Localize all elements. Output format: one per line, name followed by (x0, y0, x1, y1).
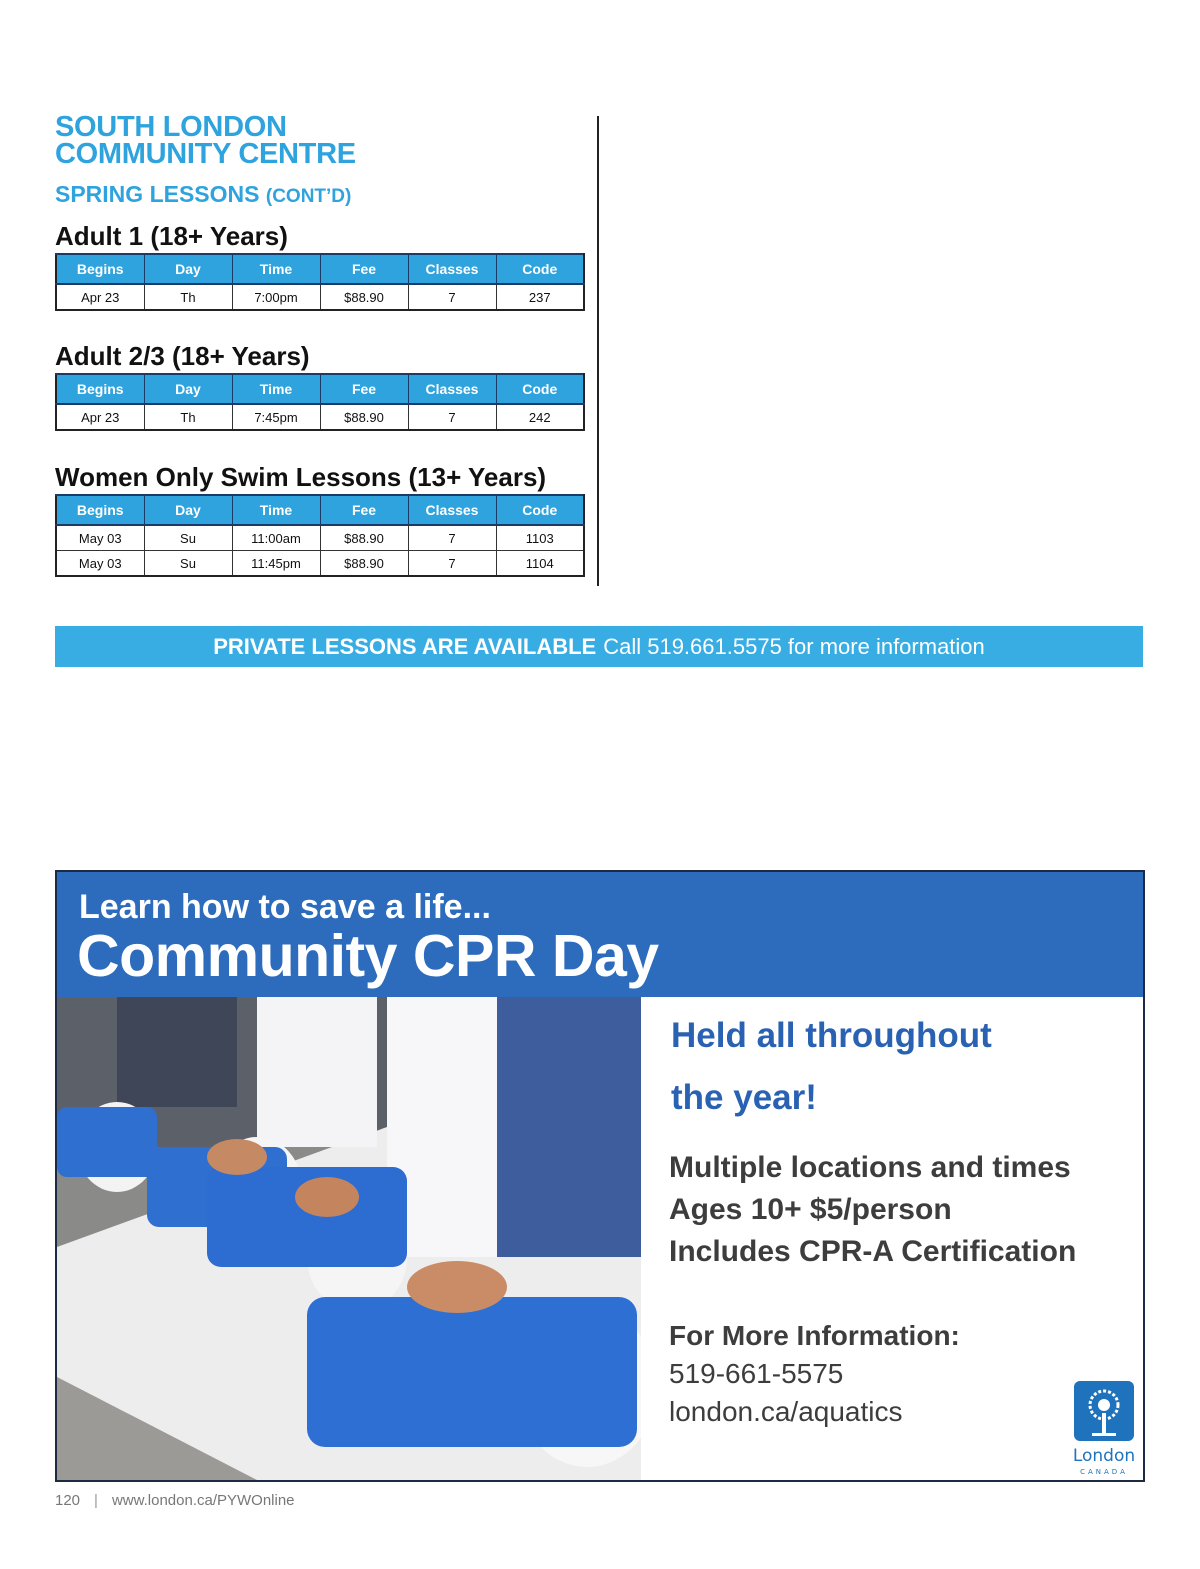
lesson-title: Adult 1 (18+ Years) (55, 221, 288, 251)
lesson-section-adult-1 (55, 221, 585, 311)
ad-info-panel (641, 997, 1143, 1480)
col-header-begins: Begins (56, 495, 144, 525)
banner-text: Call 519.661.5575 for more information (603, 633, 985, 659)
lesson-section-women-only (55, 462, 585, 577)
col-header-code: Code (496, 254, 584, 284)
footer-separator: | (94, 1492, 98, 1509)
detail-certification: Includes CPR-A Certification (669, 1235, 1077, 1268)
schedule-column (55, 111, 585, 577)
subtitle-main: SPRING LESSONS (55, 181, 260, 207)
col-header-fee: Fee (320, 254, 408, 284)
cell-classes: 7 (408, 404, 496, 430)
cell-classes: 7 (408, 284, 496, 310)
schedule-table (55, 253, 585, 311)
cell-code: 242 (496, 404, 584, 430)
cell-begins: Apr 23 (56, 404, 144, 430)
held-throughout-text (671, 1005, 992, 1129)
contact-phone: 519-661-5575 (669, 1358, 844, 1389)
cell-day: Th (144, 404, 232, 430)
col-header-time: Time (232, 254, 320, 284)
col-header-day: Day (144, 495, 232, 525)
page-number: 120 (55, 1492, 81, 1509)
detail-ages-price: Ages 10+ $5/person (669, 1193, 952, 1226)
cell-code: 1104 (496, 551, 584, 577)
held-line-2: the year! (671, 1078, 817, 1117)
banner-bold-text: PRIVATE LESSONS ARE AVAILABLE (213, 633, 597, 659)
page-title (55, 111, 585, 170)
cell-time: 11:45pm (232, 551, 320, 577)
cell-time: 7:00pm (232, 284, 320, 310)
cell-fee: $88.90 (320, 525, 408, 551)
cell-day: Su (144, 551, 232, 577)
cell-day: Th (144, 284, 232, 310)
col-header-day: Day (144, 374, 232, 404)
cell-time: 7:45pm (232, 404, 320, 430)
col-header-code: Code (496, 495, 584, 525)
cell-begins: May 03 (56, 525, 144, 551)
table-row (56, 404, 584, 430)
col-header-classes: Classes (408, 374, 496, 404)
cell-code: 1103 (496, 525, 584, 551)
col-header-classes: Classes (408, 254, 496, 284)
section-subtitle (55, 181, 585, 210)
lesson-title: Adult 2/3 (18+ Years) (55, 341, 310, 371)
contact-website: london.ca/aquatics (669, 1396, 903, 1427)
subtitle-small: (CONT’D) (265, 186, 352, 207)
cell-day: Su (144, 525, 232, 551)
col-header-fee: Fee (320, 495, 408, 525)
cell-fee: $88.90 (320, 551, 408, 577)
table-header-row (56, 254, 584, 284)
held-line-1: Held all throughout (671, 1016, 992, 1055)
cell-classes: 7 (408, 551, 496, 577)
cpr-day-ad (55, 870, 1145, 1482)
detail-locations: Multiple locations and times (669, 1151, 1071, 1184)
col-header-begins: Begins (56, 374, 144, 404)
private-lessons-banner (55, 626, 1143, 667)
table-header-row (56, 374, 584, 404)
cell-fee: $88.90 (320, 404, 408, 430)
col-header-code: Code (496, 374, 584, 404)
cell-begins: May 03 (56, 551, 144, 577)
lesson-title: Women Only Swim Lessons (13+ Years) (55, 462, 547, 492)
cpr-training-photo (57, 997, 641, 1480)
col-header-begins: Begins (56, 254, 144, 284)
page-footer (55, 1492, 295, 1509)
col-header-fee: Fee (320, 374, 408, 404)
lesson-section-adult-2-3 (55, 341, 585, 431)
more-info-title: For More Information: (669, 1320, 960, 1351)
column-divider (597, 116, 599, 586)
table-row (56, 525, 584, 551)
col-header-time: Time (232, 374, 320, 404)
ad-title: Community CPR Day (77, 923, 659, 989)
col-header-classes: Classes (408, 495, 496, 525)
event-details (669, 1147, 1076, 1273)
ad-header-band (57, 872, 1143, 997)
cell-code: 237 (496, 284, 584, 310)
cell-fee: $88.90 (320, 284, 408, 310)
title-line-1: SOUTH LONDON (55, 111, 287, 143)
cell-classes: 7 (408, 525, 496, 551)
table-header-row (56, 495, 584, 525)
col-header-day: Day (144, 254, 232, 284)
ad-tagline: Learn how to save a life... (79, 888, 491, 926)
london-logo (1066, 1381, 1142, 1477)
cell-time: 11:00am (232, 525, 320, 551)
schedule-table (55, 373, 585, 431)
table-row (56, 551, 584, 577)
logo-subtext: CANADA (1080, 1468, 1128, 1476)
footer-url[interactable]: www.london.ca/PYWOnline (111, 1492, 295, 1509)
table-row (56, 284, 584, 310)
title-line-2: COMMUNITY CENTRE (55, 138, 356, 170)
col-header-time: Time (232, 495, 320, 525)
contact-info (669, 1317, 960, 1431)
cell-begins: Apr 23 (56, 284, 144, 310)
schedule-table (55, 494, 585, 577)
logo-text: London (1072, 1446, 1136, 1466)
